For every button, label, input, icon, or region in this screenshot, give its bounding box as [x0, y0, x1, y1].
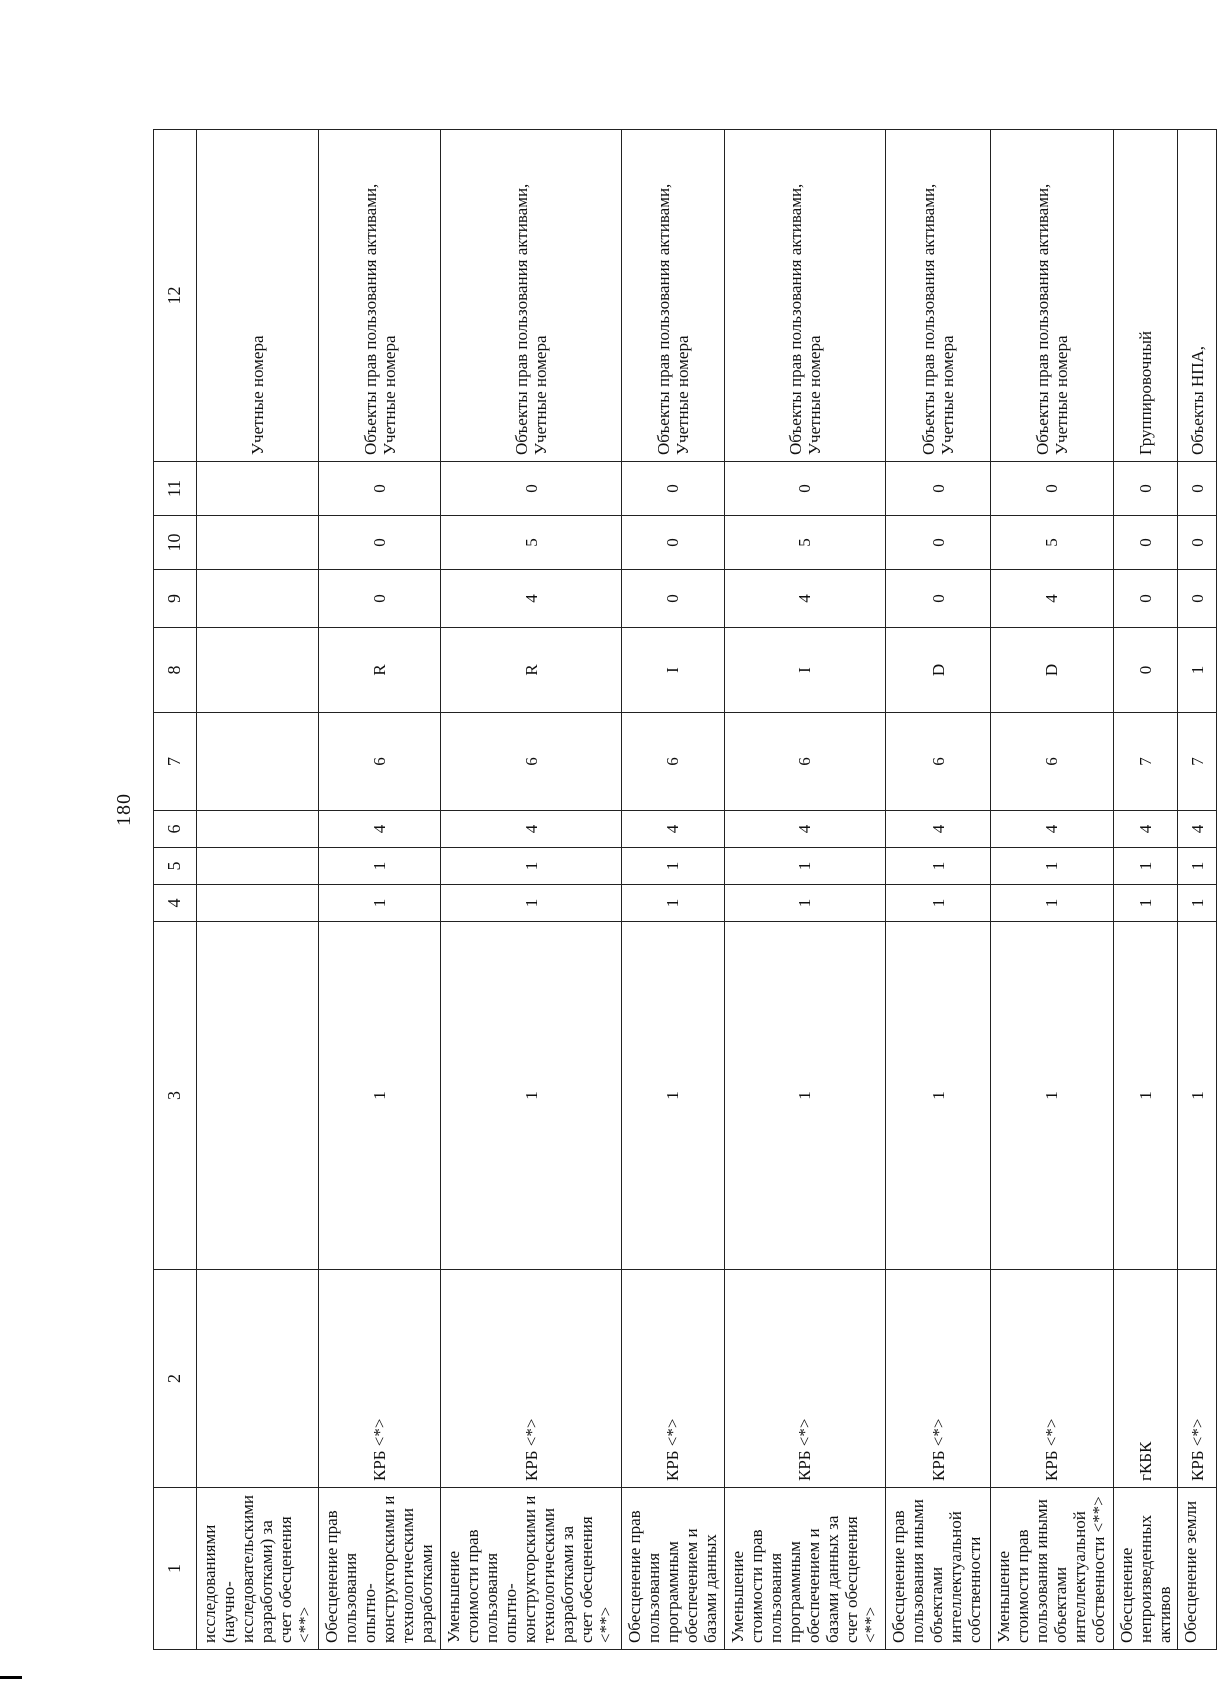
cell-col-8: I: [724, 628, 885, 713]
cell-col-8: 1: [1178, 628, 1217, 713]
cell-col-2: КРБ <*>: [1178, 1270, 1217, 1488]
cell-col-10: 5: [991, 516, 1113, 570]
cell-col-12: Учетные номера: [196, 130, 318, 462]
cell-col-8: 0: [1113, 628, 1178, 713]
rotated-table-container: [153, 130, 1217, 1650]
cell-col-2: КРБ <*>: [991, 1270, 1113, 1488]
cell-col-4: 1: [441, 885, 621, 922]
cell-col-9: 0: [319, 570, 441, 628]
cell-col-4: 1: [319, 885, 441, 922]
cell-col-4: 1: [991, 885, 1113, 922]
table-row: [621, 130, 724, 1650]
cell-col-10: 0: [1113, 516, 1178, 570]
cell-col-10: [196, 516, 318, 570]
cell-col-11: 0: [621, 462, 724, 516]
table-row: [885, 130, 990, 1650]
header-cell-6: 6: [154, 811, 197, 848]
cell-col-7: 6: [621, 713, 724, 811]
cell-col-6: 4: [1178, 811, 1217, 848]
cell-col-6: 4: [621, 811, 724, 848]
cell-col-7: 6: [724, 713, 885, 811]
cell-col-12: Объекты НПА,: [1178, 130, 1217, 462]
cell-col-10: 5: [724, 516, 885, 570]
cell-col-10: 0: [319, 516, 441, 570]
cell-col-12: Объекты прав пользования активами, Учетные номера: [621, 130, 724, 462]
cell-col-12: Объекты прав пользования активами, Учетные номера: [885, 130, 990, 462]
cell-col-9: 0: [1178, 570, 1217, 628]
cell-col-5: 1: [991, 848, 1113, 885]
cell-col-3: [196, 922, 318, 1270]
header-cell-11: 11: [154, 462, 197, 516]
cell-col-6: 4: [724, 811, 885, 848]
cell-col-12: Объекты прав пользования активами, Учетные номера: [441, 130, 621, 462]
cell-col-11: 0: [724, 462, 885, 516]
header-cell-7: 7: [154, 713, 197, 811]
cell-col-4: 1: [1113, 885, 1178, 922]
cell-col-5: 1: [1178, 848, 1217, 885]
cell-col-11: 0: [991, 462, 1113, 516]
cell-col-2: [196, 1270, 318, 1488]
table-row: [1113, 130, 1178, 1650]
cell-col-2: КРБ <*>: [621, 1270, 724, 1488]
cell-col-3: 1: [724, 922, 885, 1270]
cell-col-3: 1: [319, 922, 441, 1270]
cell-col-1: Обесценение прав пользования иными объектами интеллектуальной собственности: [885, 1488, 990, 1650]
cell-col-8: R: [319, 628, 441, 713]
cell-col-6: 4: [441, 811, 621, 848]
cell-col-5: 1: [441, 848, 621, 885]
cell-col-4: [196, 885, 318, 922]
cell-col-2: КРБ <*>: [319, 1270, 441, 1488]
cell-col-2: КРБ <*>: [885, 1270, 990, 1488]
cell-col-7: 6: [441, 713, 621, 811]
cell-col-1: Уменьшение стоимости прав пользования иными объектами интеллектуальной собственности <**>: [991, 1488, 1113, 1650]
cell-col-9: 4: [724, 570, 885, 628]
cell-col-8: D: [885, 628, 990, 713]
header-cell-12: 12: [154, 130, 197, 462]
cell-col-7: 6: [991, 713, 1113, 811]
cell-col-5: 1: [621, 848, 724, 885]
cell-col-9: 0: [885, 570, 990, 628]
cell-col-6: 4: [991, 811, 1113, 848]
cell-col-9: 4: [991, 570, 1113, 628]
header-cell-3: 3: [154, 922, 197, 1270]
cell-col-3: 1: [1178, 922, 1217, 1270]
cell-col-12: Объекты прав пользования активами, Учетные номера: [319, 130, 441, 462]
cell-col-5: [196, 848, 318, 885]
cell-col-3: 1: [441, 922, 621, 1270]
cell-col-3: 1: [885, 922, 990, 1270]
cell-col-11: 0: [885, 462, 990, 516]
accounts-table: [153, 129, 1217, 1650]
cell-col-11: [196, 462, 318, 516]
cell-col-1: исследованиями (научно-исследовательскими разработками) за счет обесценения <**>: [196, 1488, 318, 1650]
table-row: [724, 130, 885, 1650]
cell-col-3: 1: [1113, 922, 1178, 1270]
cell-col-5: 1: [1113, 848, 1178, 885]
cell-col-12: Объекты прав пользования активами, Учетные номера: [724, 130, 885, 462]
cell-col-6: 4: [319, 811, 441, 848]
table-row: [1178, 130, 1217, 1650]
cell-col-11: 0: [1113, 462, 1178, 516]
header-cell-5: 5: [154, 848, 197, 885]
table-row: [319, 130, 441, 1650]
page-number: 180: [113, 793, 135, 826]
cell-col-1: Обесценение прав пользования опытно-конструкторскими и технологическими разработками: [319, 1488, 441, 1650]
cell-col-4: 1: [621, 885, 724, 922]
cell-col-1: Обесценение прав пользования программным обеспечением и базами данных: [621, 1488, 724, 1650]
cell-col-6: [196, 811, 318, 848]
cell-col-8: R: [441, 628, 621, 713]
cell-col-7: 6: [885, 713, 990, 811]
header-cell-1: 1: [154, 1488, 197, 1650]
header-cell-8: 8: [154, 628, 197, 713]
cell-col-1: Уменьшение стоимости прав пользования опытно-конструкторскими и технологическими разработками за счет обесценения <**>: [441, 1488, 621, 1650]
cell-col-8: [196, 628, 318, 713]
cell-col-6: 4: [885, 811, 990, 848]
cell-col-5: 1: [319, 848, 441, 885]
cell-col-1: Обесценение земли: [1178, 1488, 1217, 1650]
cell-col-1: Обесценение непроизведенных активов: [1113, 1488, 1178, 1650]
cell-col-7: [196, 713, 318, 811]
cell-col-5: 1: [885, 848, 990, 885]
cell-col-10: 0: [885, 516, 990, 570]
cell-col-10: 5: [441, 516, 621, 570]
table-header-row: [154, 130, 197, 1650]
cell-col-9: 4: [441, 570, 621, 628]
cell-col-7: 7: [1113, 713, 1178, 811]
header-cell-9: 9: [154, 570, 197, 628]
cell-col-4: 1: [885, 885, 990, 922]
cell-col-2: гКБК: [1113, 1270, 1178, 1488]
cell-col-9: [196, 570, 318, 628]
cell-col-9: 0: [1113, 570, 1178, 628]
cell-col-7: 6: [319, 713, 441, 811]
header-cell-10: 10: [154, 516, 197, 570]
cell-col-12: Объекты прав пользования активами, Учетные номера: [991, 130, 1113, 462]
cell-col-8: D: [991, 628, 1113, 713]
cell-col-10: 0: [621, 516, 724, 570]
cell-col-11: 0: [441, 462, 621, 516]
cell-col-12: Группировочный: [1113, 130, 1178, 462]
cell-col-3: 1: [621, 922, 724, 1270]
cell-col-4: 1: [724, 885, 885, 922]
cell-col-4: 1: [1178, 885, 1217, 922]
table-row: [196, 130, 318, 1650]
header-cell-2: 2: [154, 1270, 197, 1488]
cell-col-2: КРБ <*>: [441, 1270, 621, 1488]
cell-col-3: 1: [991, 922, 1113, 1270]
cell-col-5: 1: [724, 848, 885, 885]
cell-col-7: 7: [1178, 713, 1217, 811]
cell-col-9: 0: [621, 570, 724, 628]
cell-col-8: I: [621, 628, 724, 713]
cell-col-11: 0: [319, 462, 441, 516]
table-row: [991, 130, 1113, 1650]
cell-col-1: Уменьшение стоимости прав пользования программным обеспечением и базами данных за счет обесценения <**>: [724, 1488, 885, 1650]
header-cell-4: 4: [154, 885, 197, 922]
cell-col-6: 4: [1113, 811, 1178, 848]
cell-col-10: 0: [1178, 516, 1217, 570]
cell-col-2: КРБ <*>: [724, 1270, 885, 1488]
cell-col-11: 0: [1178, 462, 1217, 516]
table-row: [441, 130, 621, 1650]
scan-edge-mark: [0, 1676, 22, 1679]
